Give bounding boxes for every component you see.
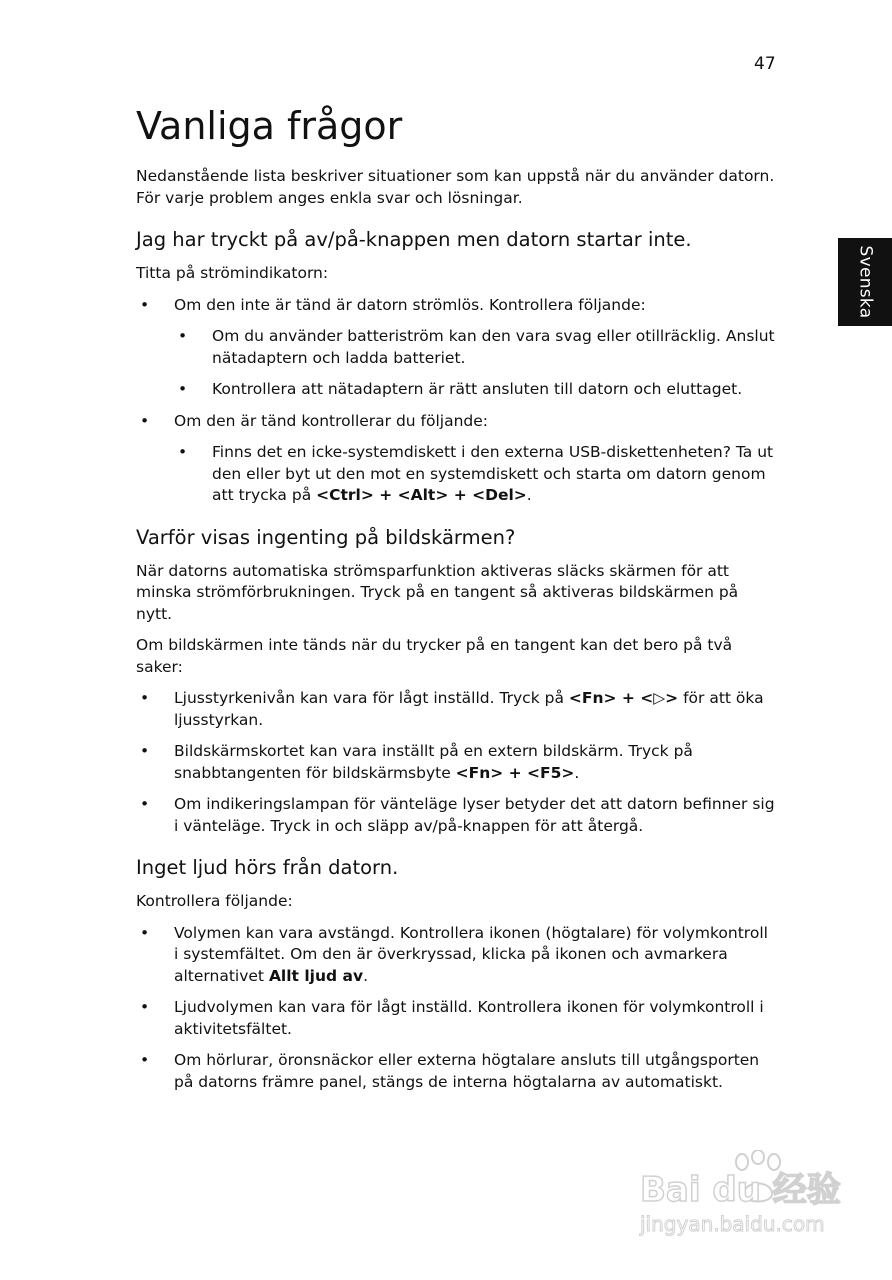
intro-paragraph: Nedanstående lista beskriver situationer som kan uppstå när du använder datorn. För varje problem anges enkla svar och lösningar. [136,167,775,207]
option-name: Allt ljud av [268,966,364,985]
list-item [136,688,776,731]
list-item-text: Bildskärmskortet kan vara inställt på en extern bildskärm. Tryck på snabbtangenten för bildskärmsbyte [174,742,693,782]
language-tab [838,238,892,326]
list-item-text: Om hörlurar, öronsnäckor eller externa högtalare ansluts till utgångsporten på datorns främre panel, stängs de interna högtalarna av automatiskt. [174,1051,760,1091]
bullet-list [136,688,776,837]
bullet-list [136,923,776,1094]
list-item-text: Om du använder batteriström kan den vara svag eller otillräcklig. Anslut nätadaptern och ladda batteriet. [212,327,775,367]
bullet-list [136,295,776,507]
key-combination: <Fn> + <F5> [455,763,575,782]
sub-bullet-list [174,326,776,401]
list-item [136,1050,776,1093]
list-item-text: Volymen kan vara avstängd. Kontrollera ikonen (högtalare) för volymkontroll i systemfältet. Om den är överkryssad, klicka på ikonen och avmarkera alternativet [174,923,768,985]
list-item [136,923,776,988]
page-title: Vanliga frågor [136,104,403,148]
list-item [136,741,776,784]
faq-content [136,166,776,1103]
list-item-tail: för att öka ljusstyrkan. [174,689,764,729]
baidu-watermark [640,1150,870,1250]
list-item-text: Finns det en icke-systemdiskett i den externa USB-diskettenheten? Ta ut den eller byt ut den mot en systemdiskett och starta om datorn genom att trycka på [212,443,774,504]
sub-bullet-list [174,442,776,507]
list-item-tail: . [363,966,369,985]
key-combination: <Ctrl> + <Alt> + <Del> [316,486,527,504]
list-item-text: Om den inte är tänd är datorn strömlös. Kontrollera följande: [174,295,646,314]
section-sound [136,855,776,1093]
list-item [136,997,776,1040]
section-heading: Inget ljud hörs från datorn. [136,856,399,879]
list-item [136,411,776,507]
list-item-text: Ljudvolymen kan vara för lågt inställd. Kontrollera ikonen för volymkontroll i aktivitetsfältet. [174,998,764,1038]
watermark-logo: Bai du 经验 [640,1170,841,1210]
list-item-text: Om indikeringslampan för vänteläge lyser betyder det att datorn befinner sig i vänteläge. Tryck in och släpp av/på-knappen för att återgå. [174,795,775,835]
section-paragraph: När datorns automatiska strömsparfunktion aktiveras släcks skärmen för att minska strömförbrukningen. Tryck på en tangent så aktiveras bildskärmen på nytt. [136,561,739,623]
list-item-text: Om den är tänd kontrollerar du följande: [174,411,489,430]
sub-list-item [174,379,776,401]
sub-list-item [174,442,776,507]
list-item-tail: . [526,486,532,504]
section-heading: Varför visas ingenting på bildskärmen? [136,525,516,549]
sub-list-item [174,326,776,369]
section-heading: Jag har tryckt på av/på-knappen men datorn startar inte. [136,228,692,251]
list-item-tail: . [574,763,580,782]
section-lead: Titta på strömindikatorn: [136,264,329,282]
section-display [136,525,776,838]
page-number: 47 [754,54,776,74]
section-paragraph: Om bildskärmen inte tänds när du trycker på en tangent kan det bero på två saker: [136,636,733,676]
section-power [136,227,776,507]
key-combination: <Fn> + <▷> [568,689,679,707]
list-item [136,295,776,401]
list-item-text: Ljusstyrkenivån kan vara för lågt inställd. Tryck på [174,689,569,707]
watermark-site: jingyan.baidu.com [640,1212,825,1236]
language-tab-label: Svenska [855,245,876,319]
section-lead: Kontrollera följande: [136,892,293,910]
list-item-text: Kontrollera att nätadaptern är rätt ansluten till datorn och eluttaget. [212,380,743,398]
list-item [136,794,776,837]
